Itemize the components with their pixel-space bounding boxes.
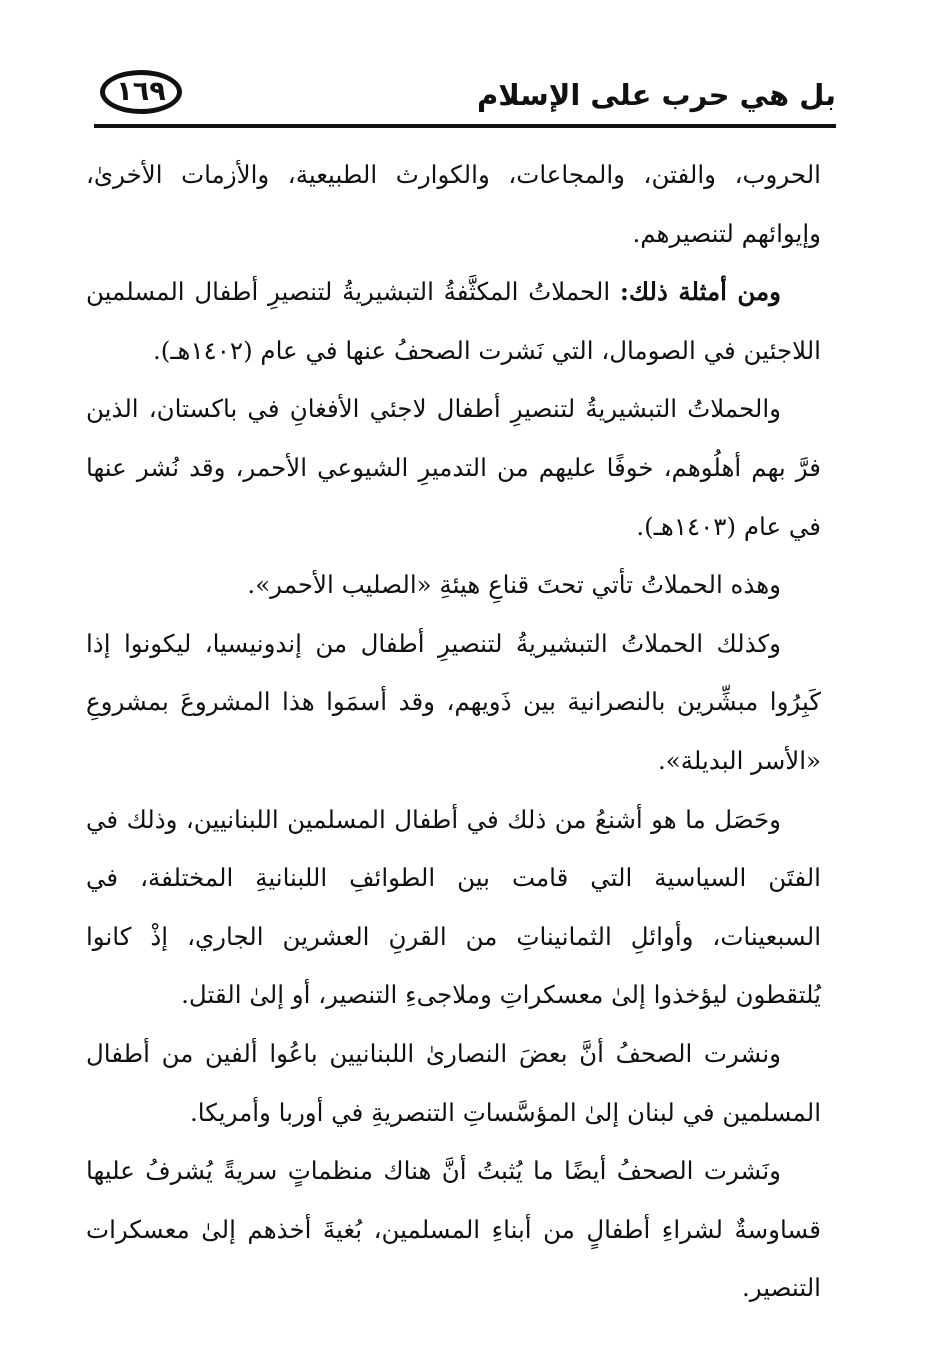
paragraph-text: الحملاتُ المكثَّفةُ التبشيريةُ لتنصيرِ أطفال المسلمين اللاجئين في الصومال، التي نَشرت الصحفُ عنها في عام (١٤٠٢هـ).	[86, 277, 821, 365]
paragraph-lead: ومن أمثلة ذلك:	[619, 277, 781, 307]
page-header	[94, 60, 836, 128]
running-title: بل هي حرب على الإسلام	[476, 78, 836, 112]
paragraph: وكذلك الحملاتُ التبشيريةُ لتنصيرِ أطفال من إندونيسيا، ليكونوا إذا كَبِرُوا مبشِّرين بالنصرانية بين ذَويهم، وقد أسمَوا هذا المشروعَ بمشروعِ «الأسر البديلة».	[86, 628, 821, 775]
paragraph: وهذه الحملاتُ تأتي تحتَ قناعِ هيئةِ «الصليب الأحمر».	[247, 570, 781, 600]
paragraph: ونشرت الصحفُ أنَّ بعضَ النصارىٰ اللبنانيين باعُوا ألفين من أطفال المسلمين في لبنان إلىٰ المؤسَّساتِ التنصريةِ في أوربا وأمريكا.	[86, 1038, 821, 1127]
header-divider	[94, 124, 836, 128]
paragraph: والحملاتُ التبشيريةُ لتنصيرِ أطفال لاجئي الأفغانِ في باكستان، الذين فرَّ بهم أهلُوهم، خوفًا عليهم من التدميرِ الشيوعي الأحمر، وقد نُشر عنها في عام (١٤٠٣هـ).	[86, 394, 821, 541]
paragraph: وحَصَل ما هو أشنعُ من ذلك في أطفال المسلمين اللبنانيين، وذلك في الفتَن السياسية التي قامت بين الطوائفِ اللبنانيةِ المختلفة، في السبعينات، وأوائلِ الثمانيناتِ من القرنِ العشرين الجاري، إذْ كانوا يُلتقطون ليؤخذوا إلىٰ معسكراتِ وملاجىءِ التنصير، أو إلىٰ القتل.	[86, 804, 821, 1010]
page-body	[86, 146, 821, 1318]
paragraph	[86, 263, 821, 380]
paragraph: الحروب، والفتن، والمجاعات، والكوارث الطبيعية، والأزمات الأخرىٰ، وإيوائهم لتنصيرهم.	[86, 160, 821, 248]
page-number: ١٦٩	[100, 70, 182, 114]
paragraph: ونَشرت الصحفُ أيضًا ما يُثبتُ أنَّ هناك منظماتٍ سريةً يُشرفُ عليها قساوسةٌ لشراءِ أطفالٍ من أبناءِ المسلمين، بُغيةَ أخذهم إلىٰ معسكرات التنصير.	[86, 1156, 821, 1303]
